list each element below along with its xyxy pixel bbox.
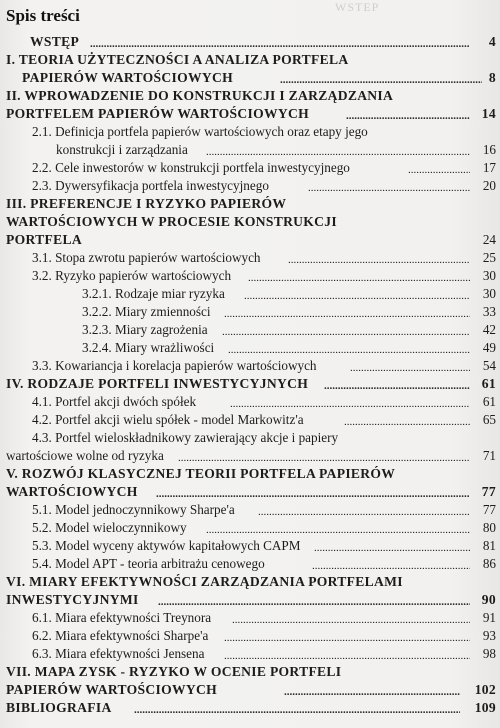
toc-leader <box>206 520 470 536</box>
toc-entry <box>6 376 496 392</box>
toc-entry <box>6 664 496 680</box>
toc-entry-label: 3.3. Kowariancja i korelacja papierów wartościowych <box>32 358 317 373</box>
toc-entry-label: 3.2.3. Miary zagrożenia <box>82 322 208 337</box>
toc-entry <box>32 178 496 194</box>
toc-entry-label: 3.2.4. Miary wrażliwości <box>82 340 215 355</box>
toc-leader <box>90 34 470 50</box>
toc-leader <box>350 358 470 374</box>
toc-entry <box>32 124 496 140</box>
toc-leader <box>284 682 460 698</box>
toc-entry <box>32 646 496 662</box>
toc-entry-label: III. PREFERENCJE I RYZYKO PAPIERÓW <box>6 196 287 211</box>
toc-entry-label: VII. MAPA ZYSK - RYZYKO W OCENIE PORTFELI <box>6 664 342 679</box>
toc-entry-page-row <box>6 232 496 248</box>
toc-entry-label: PORTFELA <box>6 232 82 247</box>
toc-entry-page: 30 <box>482 268 496 283</box>
toc-entry-page: 42 <box>482 322 496 337</box>
toc-entry-label: 5.2. Model wieloczynnikowy <box>32 520 187 535</box>
toc-entry-page: 77 <box>482 502 496 517</box>
toc-entry <box>6 52 496 68</box>
toc-leader <box>230 394 470 410</box>
toc-leader <box>244 286 470 302</box>
toc-leader <box>224 628 470 644</box>
toc-entry-page: 61 <box>481 376 496 391</box>
toc-entry-label: 5.1. Model jednoczynnikowy Sharpe'a <box>32 502 235 517</box>
toc-entry <box>56 142 496 158</box>
toc-leader <box>228 340 470 356</box>
toc-entry-label: 5.3. Model wyceny aktywów kapitałowych CAPM <box>32 538 301 553</box>
toc-entry <box>22 70 496 86</box>
toc-entry-label: 3.2. Ryzyko papierów wartościowych <box>32 268 232 283</box>
toc-entry-page: 14 <box>481 106 496 121</box>
toc-leader <box>232 610 470 626</box>
toc-entry-page: 49 <box>482 340 496 355</box>
toc-entry-page: 16 <box>482 142 496 157</box>
toc-entry <box>82 286 496 302</box>
toc-entry <box>6 484 496 500</box>
toc-leader <box>224 304 470 320</box>
toc-leader <box>134 700 460 716</box>
toc-entry-label: 3.2.1. Rodzaje miar ryzyka <box>82 286 225 301</box>
toc-entry-label: V. ROZWÓJ KLASYCZNEJ TEORII PORTFELA PAPIERÓW <box>6 466 396 481</box>
toc-entry-page: 4 <box>488 34 496 49</box>
toc-entry-label: WARTOŚCIOWYCH <box>6 484 138 499</box>
toc-entry <box>32 556 496 572</box>
toc-entry-page: 71 <box>482 448 496 463</box>
toc-entry-page: 86 <box>482 556 496 571</box>
toc-entry-page: 80 <box>482 520 496 535</box>
toc-entry-page: 77 <box>481 484 496 499</box>
toc-entry <box>32 394 496 410</box>
toc-entry-page: 109 <box>474 700 496 715</box>
toc-entry-label: WARTOŚCIOWYCH W PROCESIE KONSTRUKCJI <box>6 214 337 229</box>
page-title: Spis treści <box>6 6 80 25</box>
toc-entry <box>32 358 496 374</box>
toc-entry-label: INWESTYCYJNYMI <box>6 592 139 607</box>
toc-entry <box>6 682 496 698</box>
toc-leader <box>308 178 470 194</box>
toc-leader <box>224 646 470 662</box>
toc-entry-label: IV. RODZAJE PORTFELI INWESTYCYJNYCH <box>6 376 309 391</box>
toc-entry-label: WSTĘP <box>30 34 80 49</box>
toc-entry-label: 3.2.2. Miary zmienności <box>82 304 211 319</box>
toc-entry-label: konstrukcji i zarządzania <box>56 142 188 157</box>
toc-entry-label: I. TEORIA UŻYTECZNOŚCI A ANALIZA PORTFELA <box>6 52 349 67</box>
toc-entry-page: 17 <box>482 160 496 175</box>
toc-entry <box>32 430 496 446</box>
toc-entry <box>6 700 496 716</box>
toc-entry <box>6 574 496 590</box>
toc-entry <box>6 196 496 212</box>
toc-entry-label: 2.2. Cele inwestorów w konstrukcji portfela inwestycyjnego <box>32 160 350 175</box>
toc-entry-page: 93 <box>482 628 496 643</box>
toc-entry-label: 4.3. Portfel wieloskładnikowy zawierający akcje i papiery <box>32 430 339 445</box>
toc-entry <box>6 466 496 482</box>
toc-entry-page: 98 <box>482 646 496 661</box>
toc-leader <box>408 160 470 176</box>
toc-entry <box>82 340 496 356</box>
toc-entry-label: PORTFELEM PAPIERÓW WARTOŚCIOWYCH <box>6 106 309 121</box>
toc-entry <box>32 520 496 536</box>
toc-entry-page: 102 <box>474 682 496 697</box>
toc-entry-label: PAPIERÓW WARTOŚCIOWYCH <box>6 682 217 697</box>
toc-leader <box>222 322 470 338</box>
toc-leader <box>158 592 470 608</box>
toc-leader <box>206 142 470 158</box>
toc-entry <box>32 502 496 518</box>
toc-entry-label: PAPIERÓW WARTOŚCIOWYCH <box>22 70 233 85</box>
toc-entry-label: 2.1. Definicja portfela papierów wartościowych oraz etapy jego <box>32 124 368 139</box>
toc-entry-label: II. WPROWADZENIE DO KONSTRUKCJI I ZARZĄDZANIA <box>6 88 394 103</box>
toc-entry-label: 4.2. Portfel akcji wielu spółek - model Markowitz'a <box>32 412 304 427</box>
toc-leader <box>178 448 470 464</box>
toc-leader <box>344 412 470 428</box>
toc-entry <box>32 412 496 428</box>
toc-entry-label: 5.4. Model APT - teoria arbitrażu cenowego <box>32 556 265 571</box>
toc-entry-page: 30 <box>482 286 496 301</box>
toc-entry-page: 20 <box>482 178 496 193</box>
toc-entry-page: 54 <box>482 358 496 373</box>
toc-entry <box>6 592 496 608</box>
toc-entry-label: wartościowe wolne od ryzyka <box>6 448 164 463</box>
toc-entry <box>6 88 496 104</box>
toc-entry-page: 25 <box>482 250 496 265</box>
toc-entry-label: 6.2. Miara efektywności Sharpe'a <box>32 628 209 643</box>
toc-entry-label: VI. MIARY EFEKTYWNOŚCI ZARZĄDZANIA PORTFELAMI <box>6 574 403 589</box>
toc-leader <box>156 484 470 500</box>
toc-entry-page: 91 <box>482 610 496 625</box>
toc-entry-page: 65 <box>482 412 496 427</box>
toc-entry-page: 90 <box>481 592 496 607</box>
toc-entry <box>32 160 496 176</box>
toc-entry <box>32 628 496 644</box>
toc-entry <box>32 538 496 554</box>
toc-entry <box>82 322 496 338</box>
toc-entry-label: 6.3. Miara efektywności Jensena <box>32 646 205 661</box>
toc-entry-label: 4.1. Portfel akcji dwóch spółek <box>32 394 197 409</box>
toc-leader <box>258 502 470 518</box>
toc-entry-page: 81 <box>482 538 496 553</box>
toc-entry <box>32 610 496 626</box>
toc-leader <box>248 268 470 284</box>
toc-entry <box>6 448 496 464</box>
toc-entry <box>82 304 496 320</box>
toc-leader <box>314 538 470 554</box>
toc-leader <box>312 556 470 572</box>
toc-entry <box>6 106 496 122</box>
toc-leader <box>346 106 470 122</box>
toc-leader <box>288 250 470 266</box>
toc-entry <box>32 268 496 284</box>
bleed-through-text: WSTEP <box>335 0 380 14</box>
toc-entry <box>30 34 496 50</box>
toc-leader <box>280 70 482 86</box>
toc-entry-label: BIBLIOGRAFIA <box>6 700 112 715</box>
toc-entry-label: 2.3. Dywersyfikacja portfela inwestycyjnego <box>32 178 269 193</box>
toc-entry <box>6 214 496 230</box>
toc-entry-page: 24 <box>482 232 496 247</box>
toc-entry-page: 8 <box>488 70 496 85</box>
toc-entry <box>32 250 496 266</box>
toc-entry-page: 33 <box>482 304 496 319</box>
toc-entry-label: 3.1. Stopa zwrotu papierów wartościowych <box>32 250 261 265</box>
toc-entry-label: 6.1. Miara efektywności Treynora <box>32 610 212 625</box>
toc-leader <box>324 376 470 392</box>
toc-entry-page: 61 <box>482 394 496 409</box>
